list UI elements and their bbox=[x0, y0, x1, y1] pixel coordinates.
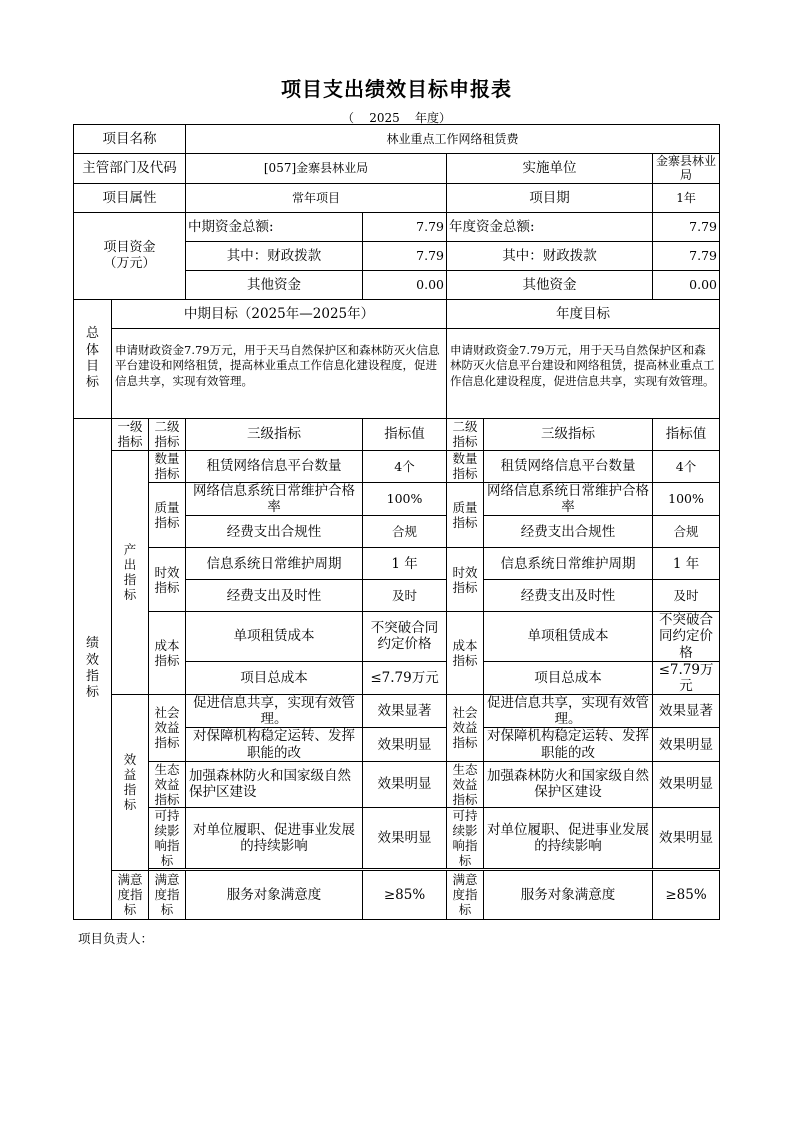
su1-annual: 效果明显 bbox=[653, 807, 720, 868]
responsible-person-label: 项目负责人： bbox=[78, 931, 154, 946]
t2-annual: 及时 bbox=[653, 580, 720, 612]
value-header: 指标值 bbox=[363, 418, 447, 450]
t1-name: 信息系统日常维护周期 bbox=[186, 548, 363, 580]
ql1-mid: 100% bbox=[363, 482, 447, 515]
ql2-mid: 合规 bbox=[363, 516, 447, 548]
overall-goal-label: 总体目标 bbox=[74, 299, 112, 418]
quantity-label: 数量指标 bbox=[149, 450, 186, 482]
sa1-annual: ≥85% bbox=[653, 870, 720, 919]
lvl2-header: 二级指标 bbox=[149, 418, 186, 450]
attribute-value: 常年项目 bbox=[186, 183, 447, 212]
c2-annual: ≤7.79万元 bbox=[653, 661, 720, 694]
sa1-mid: ≥85% bbox=[363, 870, 447, 919]
annual-other-value: 0.00 bbox=[653, 270, 720, 299]
c1-annual: 不突破合同约定价格 bbox=[653, 612, 720, 662]
annual-total-value: 7.79 bbox=[653, 212, 720, 241]
timeliness-label: 时效指标 bbox=[149, 548, 186, 612]
s1-name: 促进信息共享，实现有效管理。 bbox=[186, 695, 363, 728]
sustainable-label-annual: 可持续影响指标 bbox=[447, 807, 484, 868]
lvl2-header-annual: 二级指标 bbox=[447, 418, 484, 450]
t1-name-annual: 信息系统日常维护周期 bbox=[484, 548, 653, 580]
su1-name: 对单位履职、促进事业发展的持续影响 bbox=[186, 807, 363, 868]
ql1-annual: 100% bbox=[653, 482, 720, 515]
impl-unit-value: 金寨县林业局 bbox=[653, 154, 720, 184]
e1-mid: 效果明显 bbox=[363, 761, 447, 807]
funds-label: 项目资金（万元） bbox=[74, 212, 186, 299]
t1-mid: 1 年 bbox=[363, 548, 447, 580]
project-name-value: 林业重点工作网络租赁费 bbox=[186, 125, 720, 154]
lvl3-header-annual: 三级指标 bbox=[484, 418, 653, 450]
t2-mid: 及时 bbox=[363, 580, 447, 612]
c1-name: 单项租赁成本 bbox=[186, 612, 363, 662]
c2-name: 项目总成本 bbox=[186, 661, 363, 694]
e1-name: 加强森林防火和国家级自然保护区建设 bbox=[186, 761, 363, 807]
social-label-annual: 社会效益指标 bbox=[447, 695, 484, 762]
mid-other-label: 其他资金 bbox=[186, 270, 363, 299]
ecological-label-annual: 生态效益指标 bbox=[447, 761, 484, 807]
t1-annual: 1 年 bbox=[653, 548, 720, 580]
ql2-annual: 合规 bbox=[653, 516, 720, 548]
c1-mid: 不突破合同约定价格 bbox=[363, 612, 447, 662]
quantity-label-annual: 数量指标 bbox=[447, 450, 484, 482]
annual-fin-value: 7.79 bbox=[653, 241, 720, 270]
e1-name-annual: 加强森林防火和国家级自然保护区建设 bbox=[484, 761, 653, 807]
period-value: 1年 bbox=[653, 183, 720, 212]
mid-total-label: 中期资金总额: bbox=[186, 212, 363, 241]
e1-annual: 效果明显 bbox=[653, 761, 720, 807]
impl-unit-label: 实施单位 bbox=[447, 154, 653, 184]
output-label: 产出指标 bbox=[112, 450, 149, 694]
q1-name-annual: 租赁网络信息平台数量 bbox=[484, 450, 653, 482]
s2-name: 对保障机构稳定运转、发挥职能的改 bbox=[186, 728, 363, 761]
s1-mid: 效果显著 bbox=[363, 695, 447, 728]
annual-goal-header: 年度目标 bbox=[447, 299, 720, 328]
perf-label: 绩效指标 bbox=[74, 418, 112, 919]
page-title: 项目支出绩效目标申报表 bbox=[281, 77, 512, 101]
annual-other-label: 其他资金 bbox=[447, 270, 653, 299]
c2-name-annual: 项目总成本 bbox=[484, 661, 653, 694]
s2-name-annual: 对保障机构稳定运转、发挥职能的改 bbox=[484, 728, 653, 761]
mid-other-value: 0.00 bbox=[363, 270, 447, 299]
s1-name-annual: 促进信息共享，实现有效管理。 bbox=[484, 695, 653, 728]
q1-mid: 4个 bbox=[363, 450, 447, 482]
cost-label: 成本指标 bbox=[149, 612, 186, 695]
t2-name: 经费支出及时性 bbox=[186, 580, 363, 612]
annual-goal-text: 申请财政资金7.79万元，用于天马自然保护区和森林防灭火信息平台建设和网络租赁，提高林业重点工作信息化建设程度，促进信息共享，实现有效管理。 bbox=[447, 328, 720, 418]
ecological-label: 生态效益指标 bbox=[149, 761, 186, 807]
annual-fin-label: 其中：财政拨款 bbox=[447, 241, 653, 270]
sustainable-label: 可持续影响指标 bbox=[149, 807, 186, 868]
attribute-label: 项目属性 bbox=[74, 183, 186, 212]
cost-label-annual: 成本指标 bbox=[447, 612, 484, 695]
mid-total-value: 7.79 bbox=[363, 212, 447, 241]
annual-total-label: 年度资金总额: bbox=[447, 212, 653, 241]
performance-table bbox=[73, 124, 720, 920]
quality-label-annual: 质量指标 bbox=[447, 482, 484, 547]
satisfaction-label: 满意度指标 bbox=[112, 870, 149, 919]
q1-annual: 4个 bbox=[653, 450, 720, 482]
su1-mid: 效果明显 bbox=[363, 807, 447, 868]
timeliness-label-annual: 时效指标 bbox=[447, 548, 484, 612]
dept-code-label: 主管部门及代码 bbox=[74, 154, 186, 184]
quality-label: 质量指标 bbox=[149, 482, 186, 547]
sa1-name-annual: 服务对象满意度 bbox=[484, 870, 653, 919]
dept-code-value: [057]金寨县林业局 bbox=[186, 154, 447, 184]
satisfaction-sub-label: 满意度指标 bbox=[149, 870, 186, 919]
mid-fin-label: 其中：财政拨款 bbox=[186, 241, 363, 270]
project-name-label: 项目名称 bbox=[74, 125, 186, 154]
mid-fin-value: 7.79 bbox=[363, 241, 447, 270]
sa1-name: 服务对象满意度 bbox=[186, 870, 363, 919]
t2-name-annual: 经费支出及时性 bbox=[484, 580, 653, 612]
q1-name: 租赁网络信息平台数量 bbox=[186, 450, 363, 482]
ql1-name-annual: 网络信息系统日常维护合格率 bbox=[484, 482, 653, 515]
year-line: （ 2025 年度） bbox=[341, 111, 452, 125]
lvl1-header: 一级指标 bbox=[112, 418, 149, 450]
benefit-label: 效益指标 bbox=[112, 695, 149, 871]
su1-name-annual: 对单位履职、促进事业发展的持续影响 bbox=[484, 807, 653, 868]
lvl3-header: 三级指标 bbox=[186, 418, 363, 450]
s1-annual: 效果显著 bbox=[653, 695, 720, 728]
mid-goal-text: 申请财政资金7.79万元，用于天马自然保护区和森林防灭火信息平台建设和网络租赁，提高林业重点工作信息化建设程度，促进信息共享，实现有效管理。 bbox=[112, 328, 447, 418]
c1-name-annual: 单项租赁成本 bbox=[484, 612, 653, 662]
s2-mid: 效果明显 bbox=[363, 728, 447, 761]
satisfaction-sub-label-annual: 满意度指标 bbox=[447, 870, 484, 919]
ql2-name-annual: 经费支出合规性 bbox=[484, 516, 653, 548]
period-label: 项目期 bbox=[447, 183, 653, 212]
ql2-name: 经费支出合规性 bbox=[186, 516, 363, 548]
mid-goal-header: 中期目标（2025年—2025年） bbox=[112, 299, 447, 328]
value-header-annual: 指标值 bbox=[653, 418, 720, 450]
s2-annual: 效果明显 bbox=[653, 728, 720, 761]
ql1-name: 网络信息系统日常维护合格率 bbox=[186, 482, 363, 515]
social-label: 社会效益指标 bbox=[149, 695, 186, 762]
c2-mid: ≤7.79万元 bbox=[363, 661, 447, 694]
